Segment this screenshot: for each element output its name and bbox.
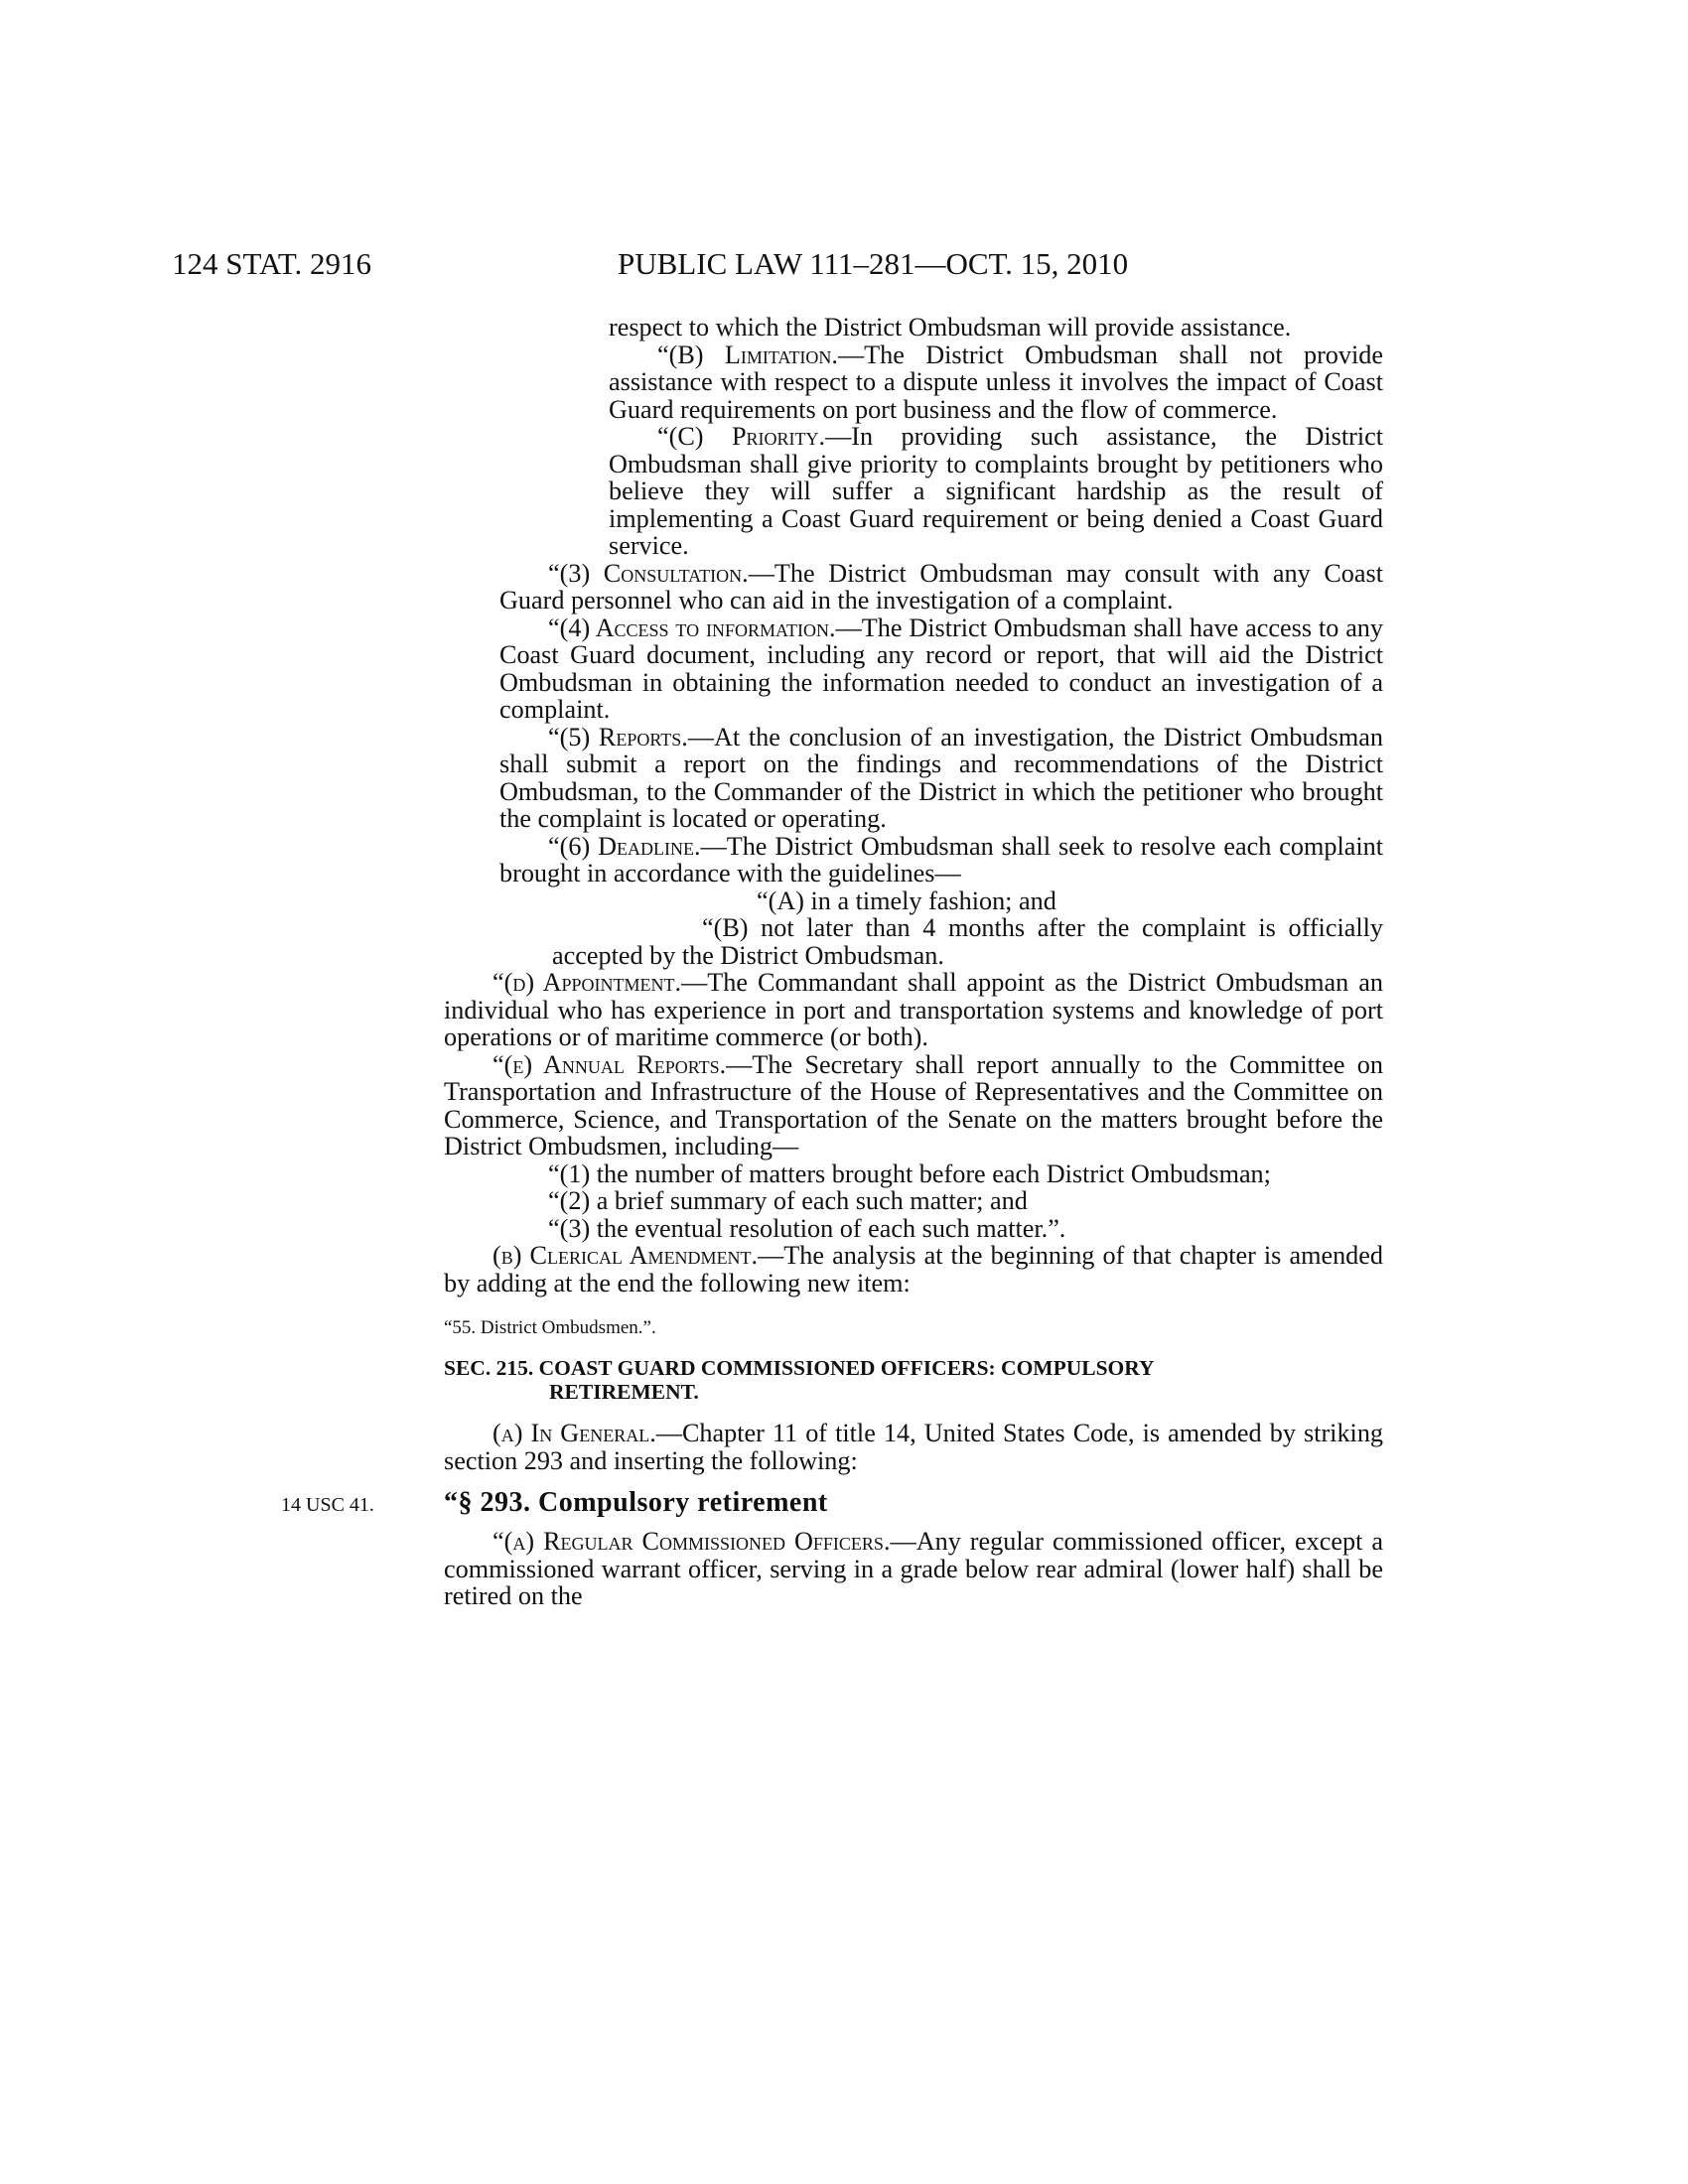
subsection-text: —The Secretary shall report annually to the Committee on Transportation and Infrastructure of the House of Representatives and the Committee on Commerce, Science, and Transportation of the Senate on the matters brought before the District Ombudsmen, including— bbox=[444, 1049, 1383, 1160]
section-215-heading bbox=[444, 1356, 1383, 1404]
subparagraph-b-limitation bbox=[499, 341, 1383, 424]
table-of-sections-item bbox=[444, 1316, 1383, 1340]
paragraph-4-access bbox=[499, 614, 1383, 724]
section-heading-line2: RETIREMENT. bbox=[549, 1380, 699, 1404]
statute-page-number: 124 STAT. 2916 bbox=[172, 246, 372, 281]
paragraph-text: —The District Ombudsman shall seek to resolve each complaint brought in accordance with the guidelines— bbox=[499, 831, 1383, 887]
subparagraph-text: “(A) in a timely fashion; and bbox=[757, 886, 1056, 915]
subsection-d-appointment bbox=[444, 969, 1383, 1051]
subsection-text: —The Commandant shall appoint as the District Ombudsman an individual who has experience in port and transportation systems and knowledge of port operations or of maritime commerce (or both). bbox=[444, 968, 1383, 1051]
paragraph-heading: “(6) Deadline. bbox=[548, 831, 701, 861]
subsection-e-annual-reports bbox=[444, 1051, 1383, 1160]
subsection-215a-in-general bbox=[444, 1420, 1383, 1474]
paragraph-text: —The District Ombudsman may consult with any Coast Guard personnel who can aid in the investigation of a complaint. bbox=[499, 558, 1383, 614]
subsection-heading: “(a) Regular Commissioned Officers. bbox=[492, 1527, 891, 1556]
subsection-text: —Any regular commissioned officer, except a commissioned warrant officer, serving in a grade below rear admiral (lower half) shall be retired on the bbox=[444, 1527, 1383, 1610]
document-body bbox=[444, 313, 1384, 1610]
paragraph-e3 bbox=[499, 1215, 1383, 1243]
subsection-heading: “(d) Appointment. bbox=[492, 968, 682, 997]
running-header-title: PUBLIC LAW 111–281—OCT. 15, 2010 bbox=[618, 246, 1129, 281]
margin-note-usc: 14 USC 41. bbox=[281, 1494, 374, 1516]
subparagraph-6a bbox=[499, 887, 1383, 915]
subparagraph-heading: “(B) Limitation. bbox=[657, 340, 838, 369]
subsection-293a-regular-officers bbox=[444, 1528, 1383, 1610]
paragraph-text: “(3) the eventual resolution of each such matter.”. bbox=[548, 1213, 1066, 1243]
paragraph-heading: “(5) Reports. bbox=[548, 722, 688, 751]
subparagraph-text: “(B) not later than 4 months after the complaint is officially accepted by the District Ombudsman. bbox=[552, 913, 1383, 970]
paragraph-5-reports bbox=[499, 724, 1383, 833]
section-293-heading bbox=[444, 1488, 1383, 1518]
paragraph-e1 bbox=[499, 1160, 1383, 1188]
paragraph-3-consultation bbox=[499, 560, 1383, 614]
paragraph-text: —The District Ombudsman shall have access to any Coast Guard document, including any record or report, that will aid the District Ombudsman in obtaining the information needed to conduct an investigation of a complaint. bbox=[499, 613, 1383, 724]
section-heading-text: “§ 293. Compulsory retirement bbox=[444, 1487, 828, 1518]
paragraph-heading: “(3) Consultation. bbox=[548, 558, 749, 588]
section-heading-line1: SEC. 215. COAST GUARD COMMISSIONED OFFICERS: COMPULSORY bbox=[444, 1356, 1155, 1380]
subparagraph-c-priority bbox=[499, 423, 1383, 560]
subsection-heading: (a) In General. bbox=[492, 1419, 656, 1447]
subsection-b-clerical-amendment bbox=[444, 1242, 1383, 1297]
paragraph-text: respect to which the District Ombudsman will provide assistance. bbox=[609, 313, 1292, 341]
paragraph-text: “(2) a brief summary of each such matter; and bbox=[548, 1186, 1028, 1215]
subparagraph-heading: “(C) Priority. bbox=[657, 422, 826, 451]
paragraph-6-deadline bbox=[499, 833, 1383, 887]
subparagraph-6b bbox=[499, 914, 1383, 969]
subsection-heading: “(e) Annual Reports. bbox=[492, 1049, 727, 1079]
paragraph-text: —At the conclusion of an investigation, the District Ombudsman shall submit a report on the findings and recommendations of the District Ombudsman, to the Commander of the District in which the petitioner who brought the complaint is located or operating. bbox=[499, 722, 1383, 833]
subparagraph-text: —In providing such assistance, the District Ombudsman shall give priority to complaints brought by petitioners who believe they will suffer a significant hardship as the result of implementing a Coast Guard requirement or being denied a Coast Guard service. bbox=[609, 422, 1383, 560]
subsection-text: —Chapter 11 of title 14, United States Code, is amended by striking section 293 and inserting the following: bbox=[444, 1419, 1384, 1475]
paragraph-e2 bbox=[499, 1187, 1383, 1215]
subsection-heading: (b) Clerical Amendment. bbox=[492, 1241, 759, 1270]
subparagraph-text: —The District Ombudsman shall not provide assistance with respect to a dispute unless it involves the impact of Coast Guard requirements on port business and the flow of commerce. bbox=[609, 340, 1383, 424]
subsection-text: —The analysis at the beginning of that chapter is amended by adding at the end the following new item: bbox=[444, 1241, 1383, 1297]
paragraph-continuation bbox=[499, 314, 1383, 341]
table-item-text: “55. District Ombudsmen.”. bbox=[444, 1317, 656, 1338]
paragraph-heading: “(4) Access to information. bbox=[548, 613, 836, 642]
paragraph-text: “(1) the number of matters brought before each District Ombudsman; bbox=[548, 1159, 1271, 1188]
